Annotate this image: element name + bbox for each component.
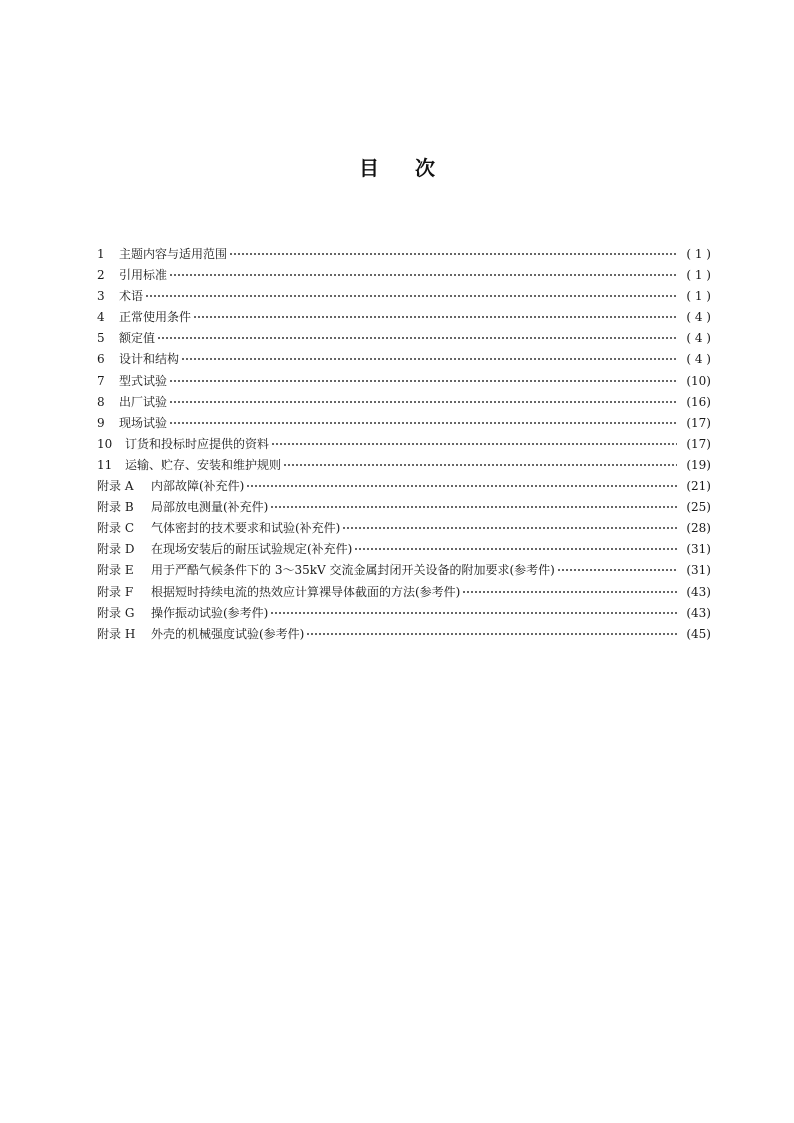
dot-leader — [181, 358, 677, 360]
toc-number: 附录 B — [97, 500, 134, 515]
toc-entry[interactable] — [97, 560, 711, 581]
toc-page: (16) — [686, 394, 711, 409]
toc-number: 9 — [97, 415, 105, 430]
title-char-1: 目 — [359, 156, 379, 180]
toc-label: 订货和投标时应提供的资料 — [125, 436, 270, 451]
dot-leader — [557, 569, 677, 571]
toc-entry[interactable] — [97, 307, 711, 328]
dot-leader — [169, 422, 677, 424]
toc-entry[interactable] — [97, 349, 711, 370]
toc-number: 附录 G — [97, 605, 135, 620]
toc-entry[interactable] — [97, 624, 711, 645]
toc-page: ( 4 ) — [686, 331, 711, 346]
toc-label: 用于严酷气候条件下的 3～35kV 交流金属封闭开关设备的附加要求(参考件) — [151, 563, 555, 578]
toc-label: 正常使用条件 — [119, 310, 192, 325]
toc-entry[interactable] — [97, 434, 711, 455]
toc-page: ( 4 ) — [686, 352, 711, 367]
toc-page: (31) — [686, 563, 711, 578]
toc-number: 11 — [97, 457, 113, 472]
toc-entry[interactable] — [97, 371, 711, 392]
toc-label: 运输、贮存、安装和维护规则 — [125, 457, 282, 472]
toc-page: (19) — [686, 457, 711, 472]
toc-label: 外壳的机械强度试验(参考件) — [151, 626, 305, 641]
toc-entry[interactable] — [97, 539, 711, 560]
toc-label: 出厂试验 — [119, 394, 168, 409]
toc-page: (17) — [686, 436, 711, 451]
page-title — [0, 152, 794, 181]
toc-entry[interactable] — [97, 413, 711, 434]
dot-leader — [462, 591, 677, 593]
toc-number: 3 — [97, 289, 105, 304]
dot-leader — [246, 485, 677, 487]
toc-label: 操作振动试验(参考件) — [151, 605, 269, 620]
dot-leader — [169, 274, 677, 276]
toc-entry[interactable] — [97, 582, 711, 603]
toc-entry[interactable] — [97, 455, 711, 476]
dot-leader — [157, 337, 677, 339]
toc-label: 内部故障(补充件) — [151, 479, 245, 494]
toc-entry[interactable] — [97, 518, 711, 539]
toc-entry[interactable] — [97, 603, 711, 624]
toc-page: (43) — [686, 605, 711, 620]
toc-entry[interactable] — [97, 244, 711, 265]
toc-page: (10) — [686, 373, 711, 388]
toc-page: (21) — [686, 479, 711, 494]
toc-page: ( 1 ) — [686, 268, 711, 283]
dot-leader — [193, 316, 677, 318]
dot-leader — [229, 253, 677, 255]
toc-page: ( 1 ) — [686, 247, 711, 261]
dot-leader — [283, 464, 677, 466]
toc-label: 术语 — [119, 289, 144, 304]
title-char-2: 次 — [415, 156, 435, 180]
toc-entry[interactable] — [97, 497, 711, 518]
toc-label: 在现场安装后的耐压试验规定(补充件) — [151, 542, 353, 557]
toc-number: 附录 H — [97, 626, 136, 641]
toc-label: 气体密封的技术要求和试验(补充件) — [151, 521, 341, 536]
toc-number: 附录 C — [97, 521, 134, 536]
dot-leader — [270, 612, 677, 614]
dot-leader — [354, 548, 677, 550]
dot-leader — [306, 633, 677, 635]
toc-page: ( 1 ) — [686, 289, 711, 304]
toc-page: (25) — [686, 500, 711, 515]
toc-number: 4 — [97, 310, 105, 325]
toc-number: 7 — [97, 373, 105, 388]
toc-number: 6 — [97, 352, 105, 367]
toc-number: 8 — [97, 394, 105, 409]
toc-label: 型式试验 — [119, 373, 168, 388]
toc-number: 附录 A — [97, 479, 134, 494]
toc-label: 现场试验 — [119, 415, 168, 430]
toc-label: 引用标准 — [119, 268, 168, 283]
dot-leader — [271, 443, 677, 445]
toc-label: 局部放电测量(补充件) — [151, 500, 269, 515]
toc-label: 设计和结构 — [119, 352, 180, 367]
dot-leader — [342, 527, 677, 529]
toc-page: (17) — [686, 415, 711, 430]
toc-page: ( 4 ) — [686, 310, 711, 325]
toc-number: 1 — [97, 247, 105, 261]
toc-number: 附录 F — [97, 584, 134, 599]
toc-entry[interactable] — [97, 328, 711, 349]
toc-entry[interactable] — [97, 265, 711, 286]
toc-number: 附录 E — [97, 563, 134, 578]
table-of-contents — [97, 244, 711, 645]
toc-label: 额定值 — [119, 331, 156, 346]
dot-leader — [169, 380, 677, 382]
toc-page: (28) — [686, 521, 711, 536]
toc-entry[interactable] — [97, 392, 711, 413]
toc-number: 附录 D — [97, 542, 135, 557]
toc-label: 根据短时持续电流的热效应计算裸导体截面的方法(参考件) — [151, 584, 461, 599]
toc-number: 5 — [97, 331, 105, 346]
toc-entry[interactable] — [97, 286, 711, 307]
toc-entry[interactable] — [97, 476, 711, 497]
toc-label: 主题内容与适用范围 — [119, 247, 228, 261]
toc-number: 2 — [97, 268, 105, 283]
toc-number: 10 — [97, 436, 113, 451]
toc-page: (45) — [686, 626, 711, 641]
dot-leader — [145, 295, 677, 297]
toc-page: (31) — [686, 542, 711, 557]
toc-page: (43) — [686, 584, 711, 599]
dot-leader — [169, 401, 677, 403]
dot-leader — [270, 506, 677, 508]
